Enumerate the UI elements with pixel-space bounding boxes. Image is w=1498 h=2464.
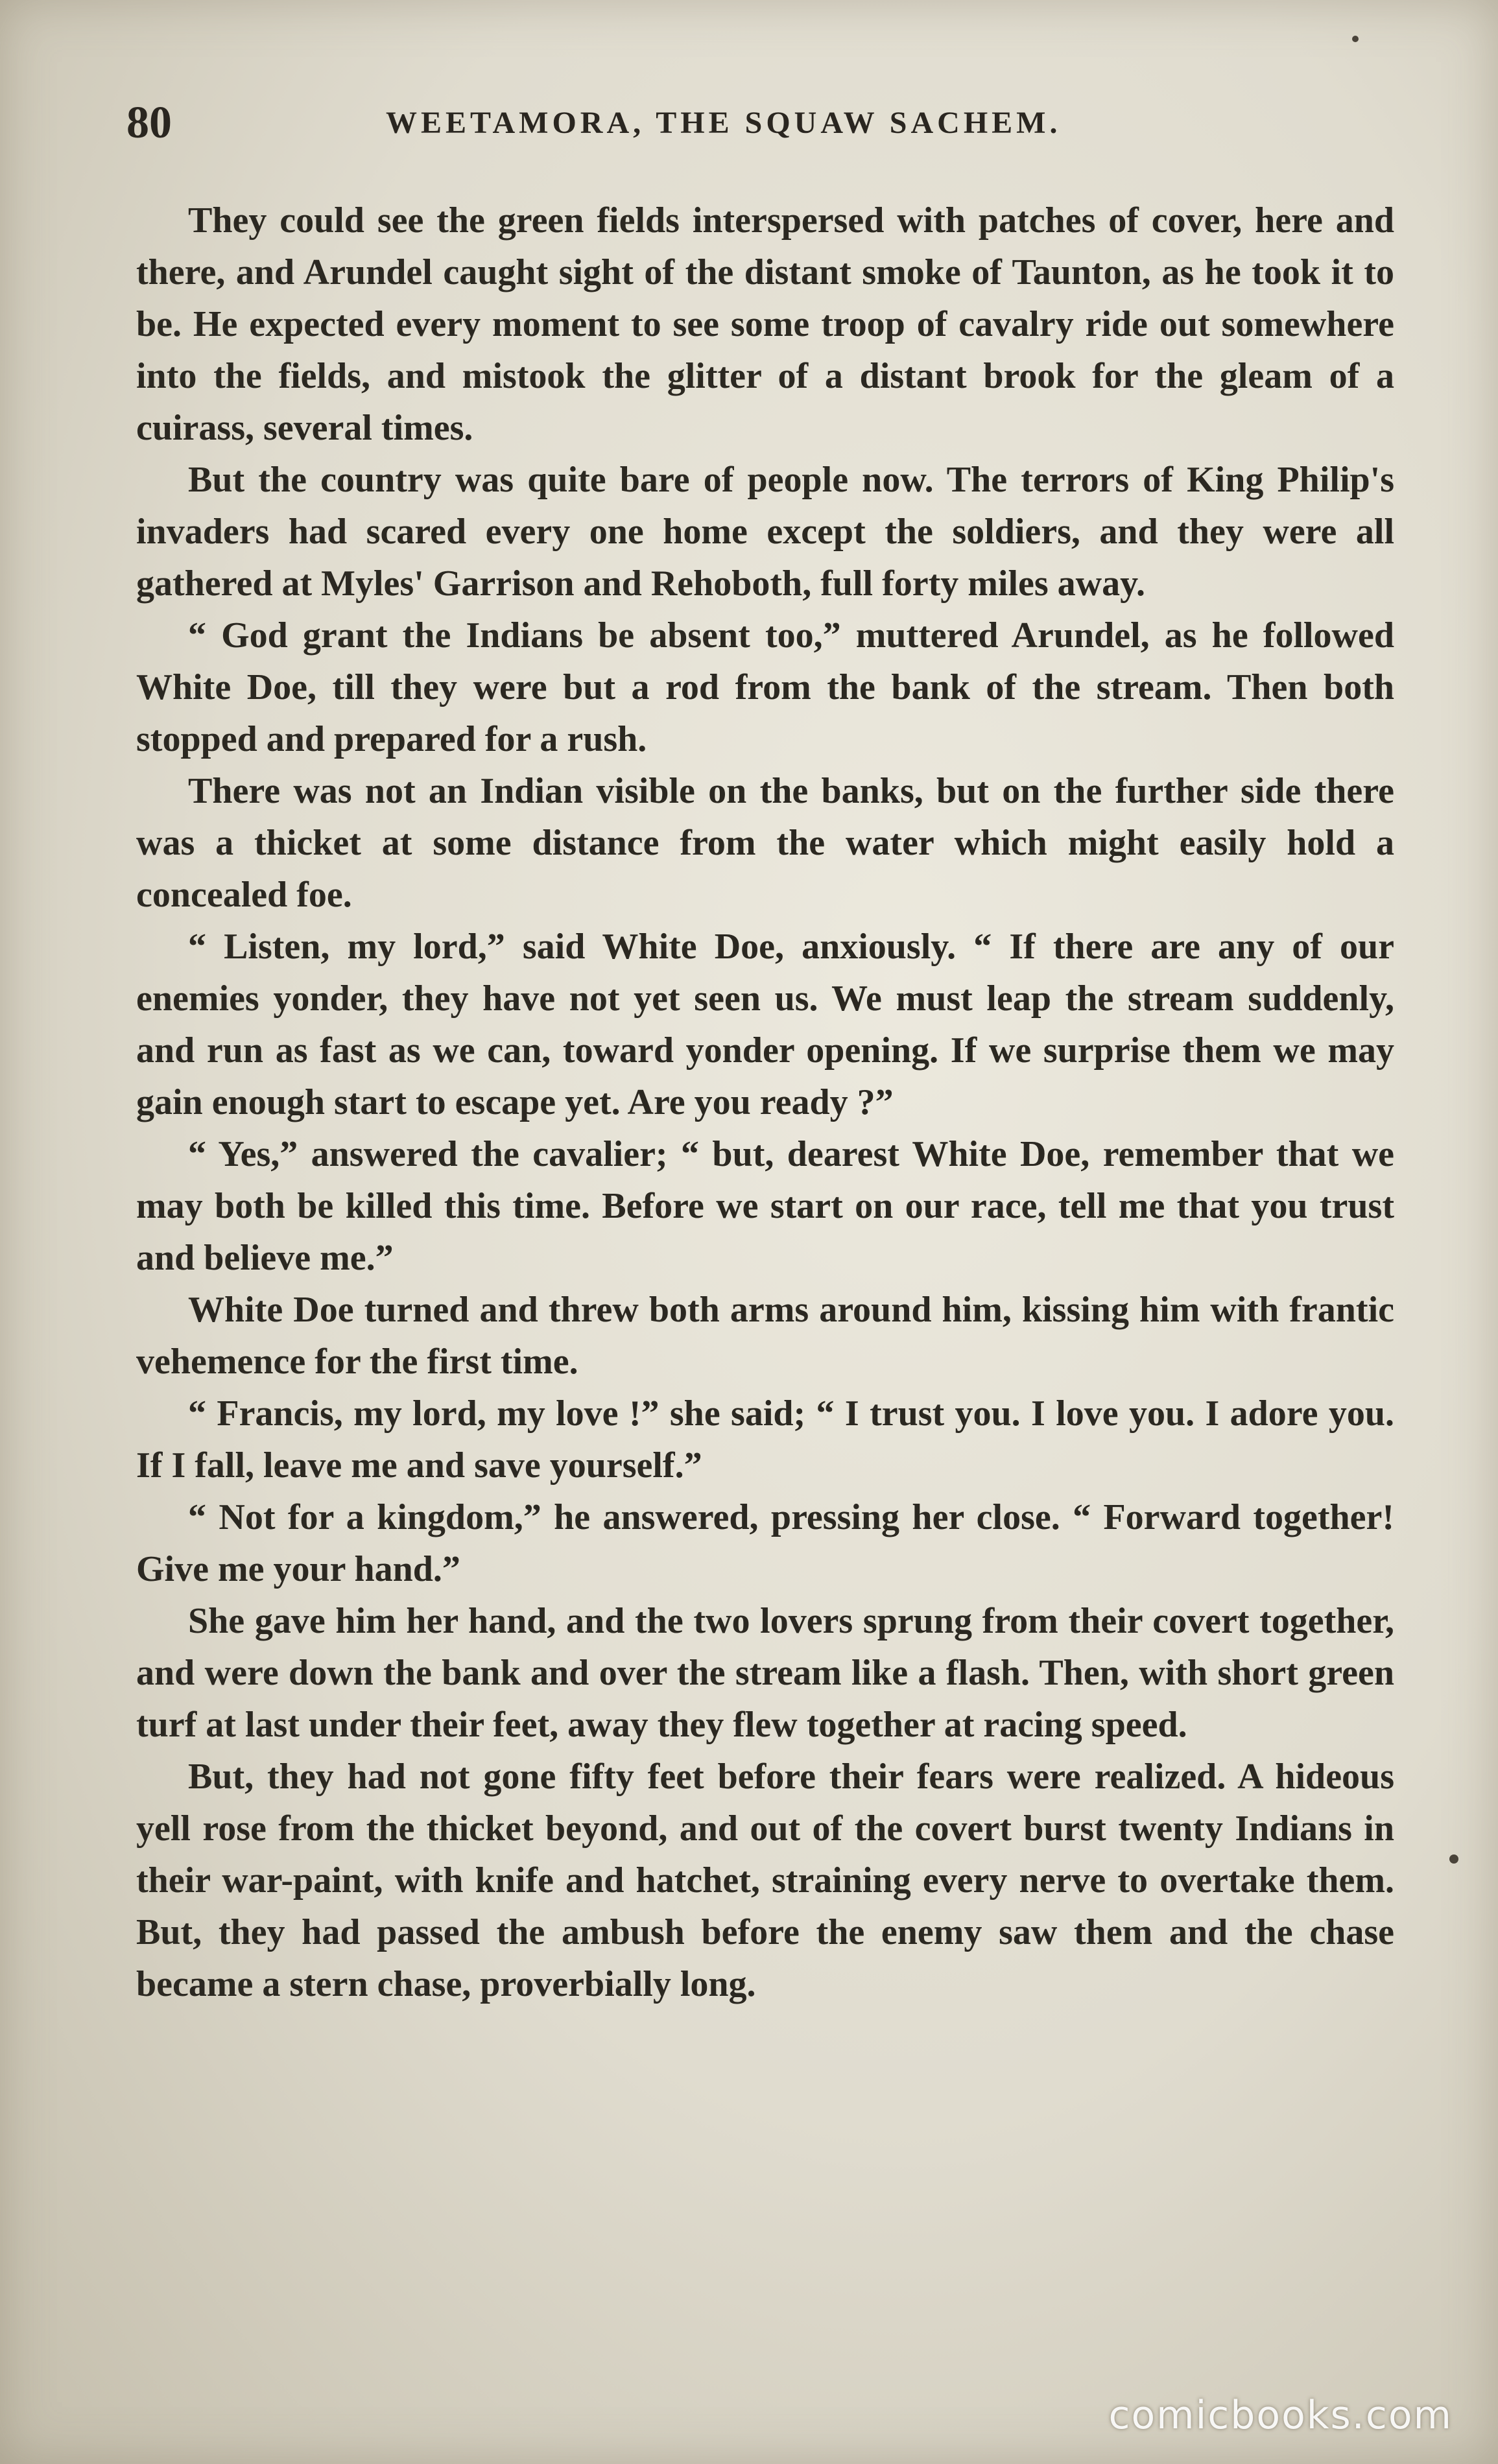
body-text [136, 195, 1394, 2010]
paragraph: “ Yes,” answered the cavalier; “ but, dearest White Doe, remember that we may both be killed this time. Before we start on our race, tell me that you trust and believe me.” [136, 1134, 1394, 1278]
paragraph: She gave him her hand, and the two lovers sprung from their covert together, and were down the bank and over the stream like a flash. Then, with short green turf at last under their feet, away they flew together at racing speed. [136, 1601, 1394, 1745]
paragraph: There was not an Indian visible on the banks, but on the further side there was a thicket at some distance from the water which might easily hold a concealed foe. [136, 771, 1394, 915]
paragraph: “ God grant the Indians be absent too,” muttered Arundel, as he followed White Doe, till they were but a rod from the bank of the stream. Then both stopped and prepared for a rush. [136, 615, 1394, 759]
paragraph: They could see the green fields interspersed with patches of cover, here and there, and Arundel caught sight of the distant smoke of Taunton, as he took it to be. He expected every moment to see some troop of cavalry ride out somewhere into the fields, and mistook the glitter of a distant brook for the gleam of a cuirass, several times. [136, 200, 1394, 448]
ink-speck [1449, 1854, 1458, 1864]
paragraph: White Doe turned and threw both arms around him, kissing him with frantic vehemence for the first time. [136, 1290, 1394, 1382]
watermark: comicbooks.com [1108, 2393, 1453, 2438]
paragraph: But, they had not gone fifty feet before their fears were realized. A hideous yell rose from the thicket beyond, and out of the covert burst twenty Indians in their war-paint, with knife and hatchet, straining every nerve to overtake them. But, they had passed the ambush before the enemy saw them and the chase became a stern chase, proverbially long. [136, 1757, 1394, 2004]
running-head: WEETAMORA, THE SQUAW SACHEM. [386, 106, 1062, 140]
paragraph: “ Not for a kingdom,” he answered, pressing her close. “ Forward together! Give me your hand.” [136, 1497, 1394, 1589]
ink-speck [1352, 36, 1359, 42]
page-header [126, 97, 1423, 162]
paragraph: “ Listen, my lord,” said White Doe, anxiously. “ If there are any of our enemies yonder, they have not yet seen us. We must leap the stream suddenly, and run as fast as we can, toward yonder opening. If we surprise them we may gain enough start to escape yet. Are you ready ?” [136, 927, 1394, 1122]
paragraph: “ Francis, my lord, my love !” she said; “ I trust you. I love you. I adore you. If I fall, leave me and save yourself.” [136, 1393, 1394, 1486]
page-number: 80 [126, 98, 172, 148]
paragraph: But the country was quite bare of people now. The terrors of King Philip's invaders had scared every one home except the soldiers, and they were all gathered at Myles' Garrison and Rehoboth, full forty miles away. [136, 460, 1394, 604]
